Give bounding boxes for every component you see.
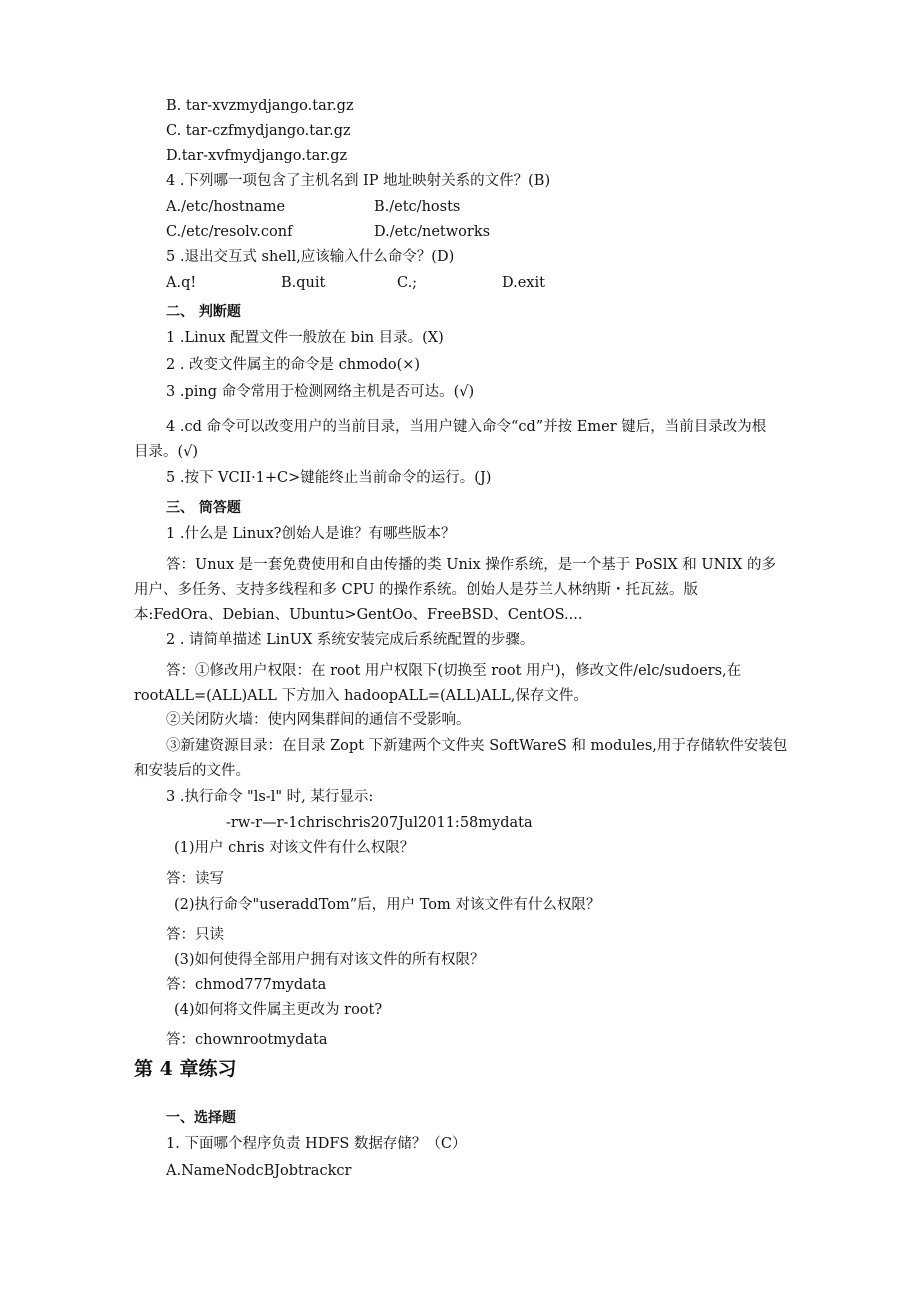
question-5: 5 .退出交互式 shell,应该输入什么命令？(D)	[166, 249, 455, 265]
short-question-3: 3 .执行命令 "ls-l" 时, 某行显示:	[166, 789, 374, 805]
short-question-1: 1 .什么是 Linux?创始人是谁？有哪些版本？	[166, 526, 456, 542]
sub-question-1: (1)用户 chris 对该文件有什么权限？	[174, 840, 415, 856]
q5-option-d: D.exit	[502, 275, 545, 291]
judge-item-4-cont: 目录。(√)	[134, 444, 199, 460]
sub-answer-3: 答：chmod777mydata	[166, 977, 327, 993]
sub-answer-2: 答：只读	[166, 927, 224, 943]
short-answer-1-line-3: 本:FedOra、Debian、Ubuntu>GentOo、FreeBSD、CentOS....	[134, 607, 583, 623]
option-c: C. tar-czfmydjango.tar.gz	[166, 123, 351, 139]
sub-answer-4: 答：chownrootmydata	[166, 1032, 328, 1048]
sub-question-4: (4)如何将文件属主更改为 root?	[174, 1002, 383, 1018]
ch4-question-1-options: A.NameNodcBJobtrackcr	[166, 1163, 352, 1179]
sub-question-2: (2)执行命令"useraddTom”后，用户 Tom 对该文件有什么权限？	[174, 897, 601, 913]
sub-question-3: (3)如何使得全部用户拥有对该文件的所有权限？	[174, 952, 485, 968]
chapter-title: 第 4 章练习	[134, 1058, 237, 1080]
q4-option-d: D./etc/networks	[374, 224, 491, 240]
judge-item-5: 5 .按下 VCII·1+C>键能终止当前命令的运行。(J)	[166, 470, 492, 486]
option-d: D.tar-xvfmydjango.tar.gz	[166, 148, 348, 164]
question-4: 4 .下列哪一项包含了主机名到 IP 地址映射关系的文件？(B)	[166, 173, 551, 189]
short-answer-1-line-1: 答：Unux 是一套免费使用和自由传播的类 Unix 操作系统，是一个基于 PoSlX 和 UNIX 的多	[166, 557, 776, 573]
judge-item-2: 2 . 改变文件属主的命令是 chmodo(×)	[166, 357, 421, 373]
short-answer-1-line-2: 用户、多任务、支持多线程和多 CPU 的操作系统。创始人是芬兰人林纳斯・托瓦兹。版	[134, 582, 699, 598]
sub-answer-1: 答：读写	[166, 871, 224, 887]
q4-option-a: A./etc/hostname	[166, 199, 286, 215]
section-judge-title: 二、 判断题	[166, 304, 241, 320]
judge-item-4: 4 .cd 命令可以改变用户的当前目录，当用户键入命令“cd”并按 Emer 键后，当前目录改为根	[166, 419, 767, 435]
option-b: B. tar-xvzmydjango.tar.gz	[166, 98, 354, 114]
q4-option-c: C./etc/resolv.conf	[166, 224, 293, 240]
command-output: -rw-r—r-1chrischris207Jul2011:58mydata	[226, 815, 533, 831]
short-answer-2-line-2: rootALL=(ALL)ALL 下方加入 hadoopALL=(ALL)ALL,保存文件。	[134, 688, 588, 704]
q5-option-b: B.quit	[281, 275, 326, 291]
q5-option-c: C.;	[397, 275, 418, 291]
short-answer-2-line-1: 答：①修改用户权限：在 root 用户权限下(切换至 root 用户)，修改文件/elc/sudoers,在	[166, 663, 742, 679]
short-question-2: 2 . 请简单描述 LinUX 系统安装完成后系统配置的步骤。	[166, 632, 535, 648]
q4-option-b: B./etc/hosts	[374, 199, 461, 215]
q5-option-a: A.q!	[166, 275, 197, 291]
short-answer-2-line-4: ③新建资源目录：在目录 Zopt 下新建两个文件夹 SoftWareS 和 modules,用于存储软件安装包	[166, 738, 788, 754]
section-choice-title: 一、选择题	[166, 1110, 236, 1126]
ch4-question-1: 1. 下面哪个程序负责 HDFS 数据存储？（C）	[166, 1136, 467, 1152]
judge-item-3: 3 .ping 命令常用于检测网络主机是否可达。(√)	[166, 384, 475, 400]
section-short-title: 三、 筒答题	[166, 500, 241, 516]
short-answer-2-line-3: ②关闭防火墙：使内网集群间的通信不受影响。	[166, 712, 471, 728]
judge-item-1: 1 .Linux 配置文件一般放在 bin 目录。(X)	[166, 330, 444, 346]
short-answer-2-line-5: 和安装后的文件。	[134, 763, 250, 779]
